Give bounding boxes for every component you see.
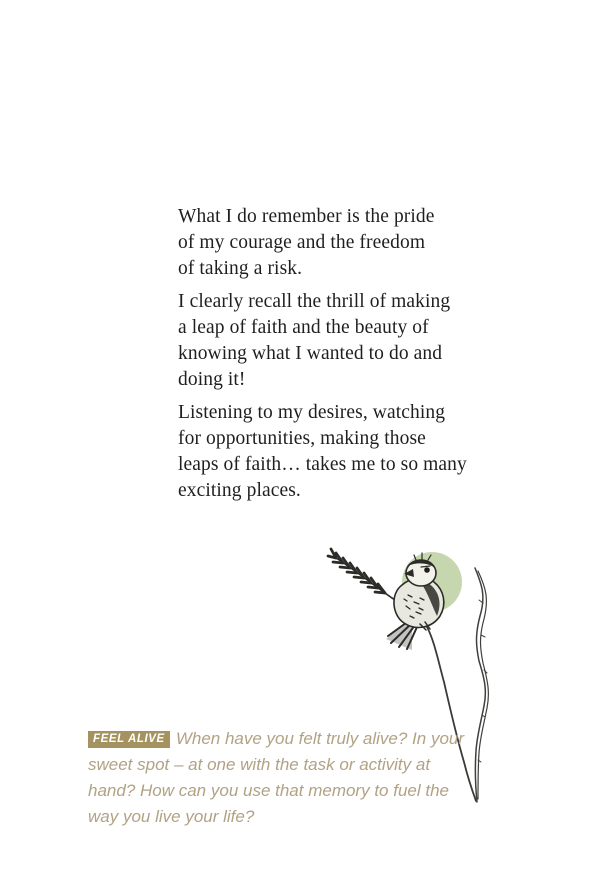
text-line: leaps of faith… takes me to so many (178, 454, 467, 475)
text-line: exciting places. (178, 480, 301, 501)
text-line: What I do remember is the pride (178, 206, 435, 227)
leaf-blade (475, 568, 488, 802)
bird-eye (424, 567, 430, 573)
text-line: a leap of faith and the beauty of (178, 317, 429, 338)
paragraph-2 (178, 289, 473, 393)
paragraph-1 (178, 204, 473, 282)
paragraph-3 (178, 400, 473, 504)
bird-drawing (386, 553, 444, 650)
prompt-line: way you live your life? (88, 807, 255, 826)
coaching-prompt (88, 726, 465, 830)
prompt-line (88, 726, 465, 752)
text-line: of taking a risk. (178, 258, 303, 279)
prompt-text: When have you felt truly alive? In your (175, 729, 465, 748)
text-line: of my courage and the freedom (178, 232, 426, 253)
text-line: knowing what I wanted to do and (178, 343, 443, 364)
body-text (178, 204, 473, 511)
feel-alive-badge: FEEL ALIVE (88, 731, 170, 748)
text-line: doing it! (178, 369, 246, 390)
prompt-line: hand? How can you use that memory to fuel the (88, 781, 449, 800)
text-line: I clearly recall the thrill of making (178, 291, 451, 312)
text-line: Listening to my desires, watching (178, 402, 446, 423)
wheat-spike (328, 549, 392, 598)
text-line: for opportunities, making those (178, 428, 426, 449)
prompt-line: sweet spot – at one with the task or activity at (88, 755, 431, 774)
